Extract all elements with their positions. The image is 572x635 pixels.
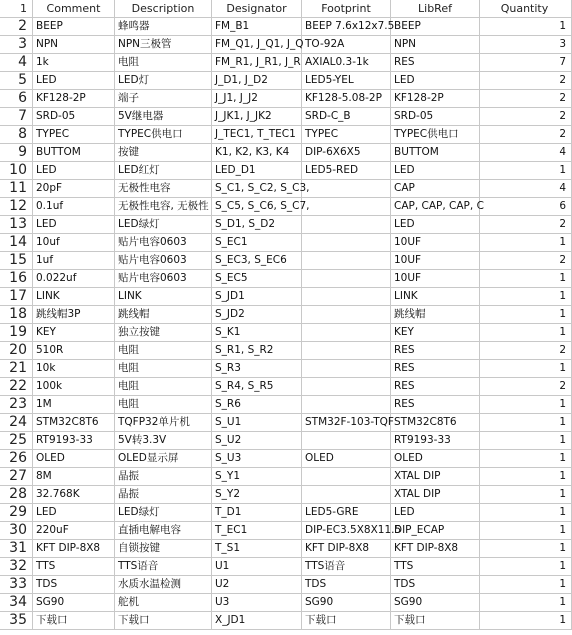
table-row bbox=[0, 378, 572, 396]
cell-designator[interactable]: S_Y2 bbox=[212, 486, 302, 504]
cell-libref[interactable]: 跳线帽 bbox=[391, 306, 480, 324]
cell-description[interactable]: LED灯 bbox=[115, 72, 212, 90]
cell-footprint[interactable]: OLED bbox=[302, 450, 391, 468]
cell-footprint[interactable]: DIP-EC3.5X8X11.5 bbox=[302, 522, 391, 540]
cell-designator[interactable]: S_EC5 bbox=[212, 270, 302, 288]
cell-libref[interactable]: 10UF bbox=[391, 270, 480, 288]
cell-libref[interactable]: RES bbox=[391, 378, 480, 396]
cell-libref[interactable]: CAP bbox=[391, 180, 480, 198]
table-row bbox=[0, 18, 572, 36]
cell-libref[interactable]: LED bbox=[391, 504, 480, 522]
row-number[interactable]: 30 bbox=[0, 522, 33, 540]
cell-designator[interactable]: S_R4, S_R5 bbox=[212, 378, 302, 396]
cell-quantity[interactable]: 1 bbox=[480, 486, 572, 504]
cell-comment[interactable]: STM32C8T6 bbox=[33, 414, 115, 432]
table-row bbox=[0, 144, 572, 162]
cell-libref[interactable]: NPN bbox=[391, 36, 480, 54]
row-number[interactable]: 8 bbox=[0, 126, 33, 144]
cell-libref[interactable]: KFT DIP-8X8 bbox=[391, 540, 480, 558]
cell-description[interactable]: 跳线帽 bbox=[115, 306, 212, 324]
header-quantity[interactable]: Quantity bbox=[480, 0, 572, 18]
cell-description[interactable]: TTS语音 bbox=[115, 558, 212, 576]
cell-footprint[interactable] bbox=[302, 252, 391, 270]
cell-comment[interactable]: KF128-2P bbox=[33, 90, 115, 108]
cell-comment[interactable]: SG90 bbox=[33, 594, 115, 612]
cell-comment[interactable]: 10k bbox=[33, 360, 115, 378]
table-row bbox=[0, 252, 572, 270]
cell-libref[interactable]: RT9193-33 bbox=[391, 432, 480, 450]
cell-designator[interactable]: S_EC3, S_EC6 bbox=[212, 252, 302, 270]
table-row bbox=[0, 306, 572, 324]
row-number[interactable]: 27 bbox=[0, 468, 33, 486]
row-number[interactable]: 32 bbox=[0, 558, 33, 576]
cell-quantity[interactable]: 6 bbox=[480, 198, 572, 216]
table-row bbox=[0, 108, 572, 126]
row-number[interactable]: 34 bbox=[0, 594, 33, 612]
cell-quantity[interactable]: 1 bbox=[480, 288, 572, 306]
cell-description[interactable]: 无极性电容, 无极性 bbox=[115, 198, 212, 216]
table-row bbox=[0, 180, 572, 198]
cell-comment[interactable]: 8M bbox=[33, 468, 115, 486]
cell-libref[interactable]: STM32C8T6 bbox=[391, 414, 480, 432]
table-row bbox=[0, 558, 572, 576]
cell-description[interactable]: 贴片电容0603 bbox=[115, 270, 212, 288]
cell-quantity[interactable]: 1 bbox=[480, 468, 572, 486]
cell-description[interactable]: LINK bbox=[115, 288, 212, 306]
cell-comment[interactable]: OLED bbox=[33, 450, 115, 468]
cell-description[interactable]: 直插电解电容 bbox=[115, 522, 212, 540]
cell-footprint[interactable]: LED5-YEL bbox=[302, 72, 391, 90]
row-number[interactable]: 23 bbox=[0, 396, 33, 414]
cell-quantity[interactable]: 1 bbox=[480, 414, 572, 432]
cell-designator[interactable]: S_U3 bbox=[212, 450, 302, 468]
cell-description[interactable]: 贴片电容0603 bbox=[115, 234, 212, 252]
table-row bbox=[0, 450, 572, 468]
table-row bbox=[0, 504, 572, 522]
row-number[interactable]: 17 bbox=[0, 288, 33, 306]
table-row bbox=[0, 540, 572, 558]
cell-footprint[interactable] bbox=[302, 432, 391, 450]
cell-quantity[interactable]: 1 bbox=[480, 18, 572, 36]
row-number[interactable]: 2 bbox=[0, 18, 33, 36]
cell-comment[interactable]: KFT DIP-8X8 bbox=[33, 540, 115, 558]
row-number[interactable]: 5 bbox=[0, 72, 33, 90]
cell-footprint[interactable]: KF128-5.08-2P bbox=[302, 90, 391, 108]
cell-description[interactable]: 贴片电容0603 bbox=[115, 252, 212, 270]
cell-libref[interactable]: CAP, CAP, CAP, C bbox=[391, 198, 480, 216]
row-number[interactable]: 20 bbox=[0, 342, 33, 360]
row-number[interactable]: 1 bbox=[0, 0, 33, 18]
row-number[interactable]: 13 bbox=[0, 216, 33, 234]
cell-footprint[interactable] bbox=[302, 306, 391, 324]
cell-description[interactable]: LED绿灯 bbox=[115, 504, 212, 522]
row-number[interactable]: 9 bbox=[0, 144, 33, 162]
cell-designator[interactable]: S_C5, S_C6, S_C7, bbox=[212, 198, 302, 216]
cell-comment[interactable]: 20pF bbox=[33, 180, 115, 198]
cell-comment[interactable]: LINK bbox=[33, 288, 115, 306]
cell-quantity[interactable]: 2 bbox=[480, 90, 572, 108]
cell-designator[interactable]: J_JK1, J_JK2 bbox=[212, 108, 302, 126]
table-row bbox=[0, 576, 572, 594]
row-number[interactable]: 25 bbox=[0, 432, 33, 450]
row-number[interactable]: 33 bbox=[0, 576, 33, 594]
cell-description[interactable]: 独立按键 bbox=[115, 324, 212, 342]
cell-description[interactable]: 晶振 bbox=[115, 468, 212, 486]
cell-description[interactable]: LED绿灯 bbox=[115, 216, 212, 234]
cell-footprint[interactable] bbox=[302, 342, 391, 360]
header-libref[interactable]: LibRef bbox=[391, 0, 480, 18]
row-number[interactable]: 21 bbox=[0, 360, 33, 378]
table-row bbox=[0, 126, 572, 144]
cell-description[interactable]: 电阻 bbox=[115, 342, 212, 360]
cell-comment[interactable]: TDS bbox=[33, 576, 115, 594]
cell-comment[interactable]: BUTTOM bbox=[33, 144, 115, 162]
row-number[interactable]: 24 bbox=[0, 414, 33, 432]
cell-comment[interactable]: 0.1uf bbox=[33, 198, 115, 216]
cell-designator[interactable]: S_Y1 bbox=[212, 468, 302, 486]
cell-quantity[interactable]: 1 bbox=[480, 324, 572, 342]
cell-designator[interactable]: S_K1 bbox=[212, 324, 302, 342]
header-comment[interactable]: Comment bbox=[33, 0, 115, 18]
cell-libref[interactable]: SG90 bbox=[391, 594, 480, 612]
table-row bbox=[0, 432, 572, 450]
cell-footprint[interactable] bbox=[302, 216, 391, 234]
cell-comment[interactable]: 0.022uf bbox=[33, 270, 115, 288]
cell-description[interactable]: 水质水温检测 bbox=[115, 576, 212, 594]
cell-comment[interactable]: TTS bbox=[33, 558, 115, 576]
row-number[interactable]: 29 bbox=[0, 504, 33, 522]
cell-footprint[interactable] bbox=[302, 360, 391, 378]
cell-footprint[interactable] bbox=[302, 324, 391, 342]
cell-comment[interactable]: LED bbox=[33, 162, 115, 180]
cell-footprint[interactable]: SRD-C_B bbox=[302, 108, 391, 126]
cell-footprint[interactable]: KFT DIP-8X8 bbox=[302, 540, 391, 558]
cell-libref[interactable]: KEY bbox=[391, 324, 480, 342]
cell-designator[interactable]: J_TEC1, T_TEC1 bbox=[212, 126, 302, 144]
cell-libref[interactable]: XTAL DIP bbox=[391, 486, 480, 504]
cell-quantity[interactable]: 2 bbox=[480, 342, 572, 360]
table-row bbox=[0, 324, 572, 342]
row-number[interactable]: 28 bbox=[0, 486, 33, 504]
cell-footprint[interactable] bbox=[302, 180, 391, 198]
cell-description[interactable]: 端子 bbox=[115, 90, 212, 108]
header-footprint[interactable]: Footprint bbox=[302, 0, 391, 18]
cell-description[interactable]: 舵机 bbox=[115, 594, 212, 612]
cell-description[interactable]: 按键 bbox=[115, 144, 212, 162]
cell-libref[interactable]: BUTTOM bbox=[391, 144, 480, 162]
cell-footprint[interactable]: BEEP 7.6x12x7.5 bbox=[302, 18, 391, 36]
cell-libref[interactable]: TYPEC供电口 bbox=[391, 126, 480, 144]
cell-designator[interactable]: FM_B1 bbox=[212, 18, 302, 36]
cell-quantity[interactable]: 1 bbox=[480, 450, 572, 468]
table-row bbox=[0, 396, 572, 414]
table-row bbox=[0, 612, 572, 630]
cell-comment[interactable]: RT9193-33 bbox=[33, 432, 115, 450]
cell-libref[interactable]: DIP_ECAP bbox=[391, 522, 480, 540]
row-number[interactable]: 12 bbox=[0, 198, 33, 216]
cell-quantity[interactable]: 1 bbox=[480, 594, 572, 612]
cell-libref[interactable]: TDS bbox=[391, 576, 480, 594]
table-row bbox=[0, 288, 572, 306]
cell-libref[interactable]: RES bbox=[391, 360, 480, 378]
cell-libref[interactable]: RES bbox=[391, 396, 480, 414]
cell-comment[interactable]: NPN bbox=[33, 36, 115, 54]
cell-comment[interactable]: TYPEC bbox=[33, 126, 115, 144]
cell-comment[interactable]: BEEP bbox=[33, 18, 115, 36]
table-row bbox=[0, 342, 572, 360]
cell-designator[interactable]: S_U1 bbox=[212, 414, 302, 432]
row-number[interactable]: 3 bbox=[0, 36, 33, 54]
cell-quantity[interactable]: 1 bbox=[480, 576, 572, 594]
row-number[interactable]: 15 bbox=[0, 252, 33, 270]
cell-designator[interactable]: T_S1 bbox=[212, 540, 302, 558]
header-row bbox=[0, 0, 572, 18]
cell-description[interactable]: 5V继电器 bbox=[115, 108, 212, 126]
cell-description[interactable]: LED红灯 bbox=[115, 162, 212, 180]
cell-designator[interactable]: T_EC1 bbox=[212, 522, 302, 540]
cell-footprint[interactable]: 下载口 bbox=[302, 612, 391, 630]
cell-footprint[interactable] bbox=[302, 468, 391, 486]
row-number[interactable]: 22 bbox=[0, 378, 33, 396]
cell-quantity[interactable]: 1 bbox=[480, 162, 572, 180]
cell-libref[interactable]: XTAL DIP bbox=[391, 468, 480, 486]
cell-libref[interactable]: RES bbox=[391, 54, 480, 72]
cell-quantity[interactable]: 1 bbox=[480, 234, 572, 252]
cell-footprint[interactable]: TYPEC bbox=[302, 126, 391, 144]
cell-description[interactable]: OLED显示屏 bbox=[115, 450, 212, 468]
cell-footprint[interactable]: STM32F-103-TQF bbox=[302, 414, 391, 432]
table-row bbox=[0, 594, 572, 612]
table-row bbox=[0, 234, 572, 252]
cell-libref[interactable]: LED bbox=[391, 72, 480, 90]
cell-libref[interactable]: LED bbox=[391, 162, 480, 180]
cell-footprint[interactable]: TDS bbox=[302, 576, 391, 594]
cell-description[interactable]: 电阻 bbox=[115, 378, 212, 396]
cell-comment[interactable]: LED bbox=[33, 216, 115, 234]
cell-libref[interactable]: KF128-2P bbox=[391, 90, 480, 108]
cell-quantity[interactable]: 1 bbox=[480, 360, 572, 378]
cell-comment[interactable]: LED bbox=[33, 504, 115, 522]
cell-libref[interactable]: 下载口 bbox=[391, 612, 480, 630]
cell-libref[interactable]: LINK bbox=[391, 288, 480, 306]
cell-designator[interactable]: U2 bbox=[212, 576, 302, 594]
cell-designator[interactable]: K1, K2, K3, K4 bbox=[212, 144, 302, 162]
cell-comment[interactable]: 510R bbox=[33, 342, 115, 360]
cell-comment[interactable]: 220uF bbox=[33, 522, 115, 540]
cell-quantity[interactable]: 4 bbox=[480, 180, 572, 198]
table-row bbox=[0, 360, 572, 378]
cell-comment[interactable]: 跳线帽3P bbox=[33, 306, 115, 324]
table-row bbox=[0, 216, 572, 234]
cell-designator[interactable]: S_U2 bbox=[212, 432, 302, 450]
header-designator[interactable]: Designator bbox=[212, 0, 302, 18]
table-row bbox=[0, 468, 572, 486]
cell-footprint[interactable] bbox=[302, 270, 391, 288]
cell-description[interactable]: 电阻 bbox=[115, 396, 212, 414]
cell-comment[interactable]: SRD-05 bbox=[33, 108, 115, 126]
cell-designator[interactable]: LED_D1 bbox=[212, 162, 302, 180]
cell-description[interactable]: 晶振 bbox=[115, 486, 212, 504]
cell-footprint[interactable]: SG90 bbox=[302, 594, 391, 612]
row-number[interactable]: 19 bbox=[0, 324, 33, 342]
row-number[interactable]: 26 bbox=[0, 450, 33, 468]
cell-libref[interactable]: OLED bbox=[391, 450, 480, 468]
cell-designator[interactable]: J_J1, J_J2 bbox=[212, 90, 302, 108]
cell-designator[interactable]: J_D1, J_D2 bbox=[212, 72, 302, 90]
row-number[interactable]: 35 bbox=[0, 612, 33, 630]
cell-footprint[interactable]: TO-92A bbox=[302, 36, 391, 54]
cell-description[interactable]: 下载口 bbox=[115, 612, 212, 630]
cell-designator[interactable]: X_JD1 bbox=[212, 612, 302, 630]
row-number[interactable]: 18 bbox=[0, 306, 33, 324]
row-number[interactable]: 7 bbox=[0, 108, 33, 126]
cell-quantity[interactable]: 3 bbox=[480, 36, 572, 54]
cell-libref[interactable]: 10UF bbox=[391, 252, 480, 270]
row-number[interactable]: 6 bbox=[0, 90, 33, 108]
cell-libref[interactable]: LED bbox=[391, 216, 480, 234]
cell-designator[interactable]: U3 bbox=[212, 594, 302, 612]
cell-description[interactable]: 蜂鸣器 bbox=[115, 18, 212, 36]
table-row bbox=[0, 414, 572, 432]
cell-quantity[interactable]: 1 bbox=[480, 270, 572, 288]
table-row bbox=[0, 198, 572, 216]
cell-quantity[interactable]: 2 bbox=[480, 378, 572, 396]
cell-quantity[interactable]: 1 bbox=[480, 522, 572, 540]
cell-quantity[interactable]: 2 bbox=[480, 252, 572, 270]
cell-designator[interactable]: S_JD1 bbox=[212, 288, 302, 306]
cell-designator[interactable]: S_JD2 bbox=[212, 306, 302, 324]
cell-comment[interactable]: 10uf bbox=[33, 234, 115, 252]
cell-comment[interactable]: 1uf bbox=[33, 252, 115, 270]
cell-description[interactable]: 自锁按键 bbox=[115, 540, 212, 558]
table-row bbox=[0, 90, 572, 108]
cell-footprint[interactable] bbox=[302, 378, 391, 396]
cell-quantity[interactable]: 4 bbox=[480, 144, 572, 162]
table-row bbox=[0, 72, 572, 90]
cell-comment[interactable]: 32.768K bbox=[33, 486, 115, 504]
cell-description[interactable]: 无极性电容 bbox=[115, 180, 212, 198]
cell-comment[interactable]: 100k bbox=[33, 378, 115, 396]
cell-quantity[interactable]: 1 bbox=[480, 612, 572, 630]
cell-quantity[interactable]: 2 bbox=[480, 216, 572, 234]
cell-quantity[interactable]: 1 bbox=[480, 432, 572, 450]
cell-designator[interactable]: S_R3 bbox=[212, 360, 302, 378]
cell-footprint[interactable] bbox=[302, 234, 391, 252]
cell-description[interactable]: TQFP32单片机 bbox=[115, 414, 212, 432]
cell-description[interactable]: 5V转3.3V bbox=[115, 432, 212, 450]
cell-comment[interactable]: 1M bbox=[33, 396, 115, 414]
table-row bbox=[0, 522, 572, 540]
cell-description[interactable]: NPN三极管 bbox=[115, 36, 212, 54]
table-row bbox=[0, 162, 572, 180]
cell-footprint[interactable] bbox=[302, 288, 391, 306]
cell-libref[interactable]: BEEP bbox=[391, 18, 480, 36]
cell-designator[interactable]: FM_R1, J_R1, J_R bbox=[212, 54, 302, 72]
cell-comment[interactable]: 下载口 bbox=[33, 612, 115, 630]
cell-quantity[interactable]: 1 bbox=[480, 540, 572, 558]
cell-quantity[interactable]: 1 bbox=[480, 306, 572, 324]
cell-quantity[interactable]: 2 bbox=[480, 108, 572, 126]
cell-designator[interactable]: S_R1, S_R2 bbox=[212, 342, 302, 360]
cell-footprint[interactable]: AXIAL0.3-1k bbox=[302, 54, 391, 72]
cell-quantity[interactable]: 2 bbox=[480, 72, 572, 90]
cell-quantity[interactable]: 7 bbox=[480, 54, 572, 72]
cell-quantity[interactable]: 1 bbox=[480, 558, 572, 576]
cell-designator[interactable]: S_EC1 bbox=[212, 234, 302, 252]
header-description[interactable]: Description bbox=[115, 0, 212, 18]
row-number[interactable]: 16 bbox=[0, 270, 33, 288]
cell-footprint[interactable] bbox=[302, 396, 391, 414]
table-row bbox=[0, 36, 572, 54]
table-row bbox=[0, 486, 572, 504]
row-number[interactable]: 31 bbox=[0, 540, 33, 558]
cell-footprint[interactable]: LED5-GRE bbox=[302, 504, 391, 522]
row-number[interactable]: 11 bbox=[0, 180, 33, 198]
cell-libref[interactable]: TTS bbox=[391, 558, 480, 576]
cell-designator[interactable]: S_C1, S_C2, S_C3, bbox=[212, 180, 302, 198]
cell-footprint[interactable] bbox=[302, 486, 391, 504]
cell-designator[interactable]: FM_Q1, J_Q1, J_Q bbox=[212, 36, 302, 54]
table-row bbox=[0, 270, 572, 288]
cell-description[interactable]: TYPEC供电口 bbox=[115, 126, 212, 144]
table-row bbox=[0, 54, 572, 72]
cell-comment[interactable]: LED bbox=[33, 72, 115, 90]
cell-footprint[interactable]: DIP-6X6X5 bbox=[302, 144, 391, 162]
cell-designator[interactable]: S_D1, S_D2 bbox=[212, 216, 302, 234]
cell-comment[interactable]: 1k bbox=[33, 54, 115, 72]
cell-comment[interactable]: KEY bbox=[33, 324, 115, 342]
cell-footprint[interactable]: LED5-RED bbox=[302, 162, 391, 180]
cell-description[interactable]: 电阻 bbox=[115, 54, 212, 72]
cell-footprint[interactable]: TTS语音 bbox=[302, 558, 391, 576]
row-number[interactable]: 4 bbox=[0, 54, 33, 72]
cell-designator[interactable]: S_R6 bbox=[212, 396, 302, 414]
cell-quantity[interactable]: 1 bbox=[480, 396, 572, 414]
cell-quantity[interactable]: 2 bbox=[480, 126, 572, 144]
cell-footprint[interactable] bbox=[302, 198, 391, 216]
cell-libref[interactable]: RES bbox=[391, 342, 480, 360]
cell-libref[interactable]: 10UF bbox=[391, 234, 480, 252]
cell-libref[interactable]: SRD-05 bbox=[391, 108, 480, 126]
row-number[interactable]: 14 bbox=[0, 234, 33, 252]
cell-description[interactable]: 电阻 bbox=[115, 360, 212, 378]
cell-quantity[interactable]: 1 bbox=[480, 504, 572, 522]
cell-designator[interactable]: T_D1 bbox=[212, 504, 302, 522]
cell-designator[interactable]: U1 bbox=[212, 558, 302, 576]
row-number[interactable]: 10 bbox=[0, 162, 33, 180]
